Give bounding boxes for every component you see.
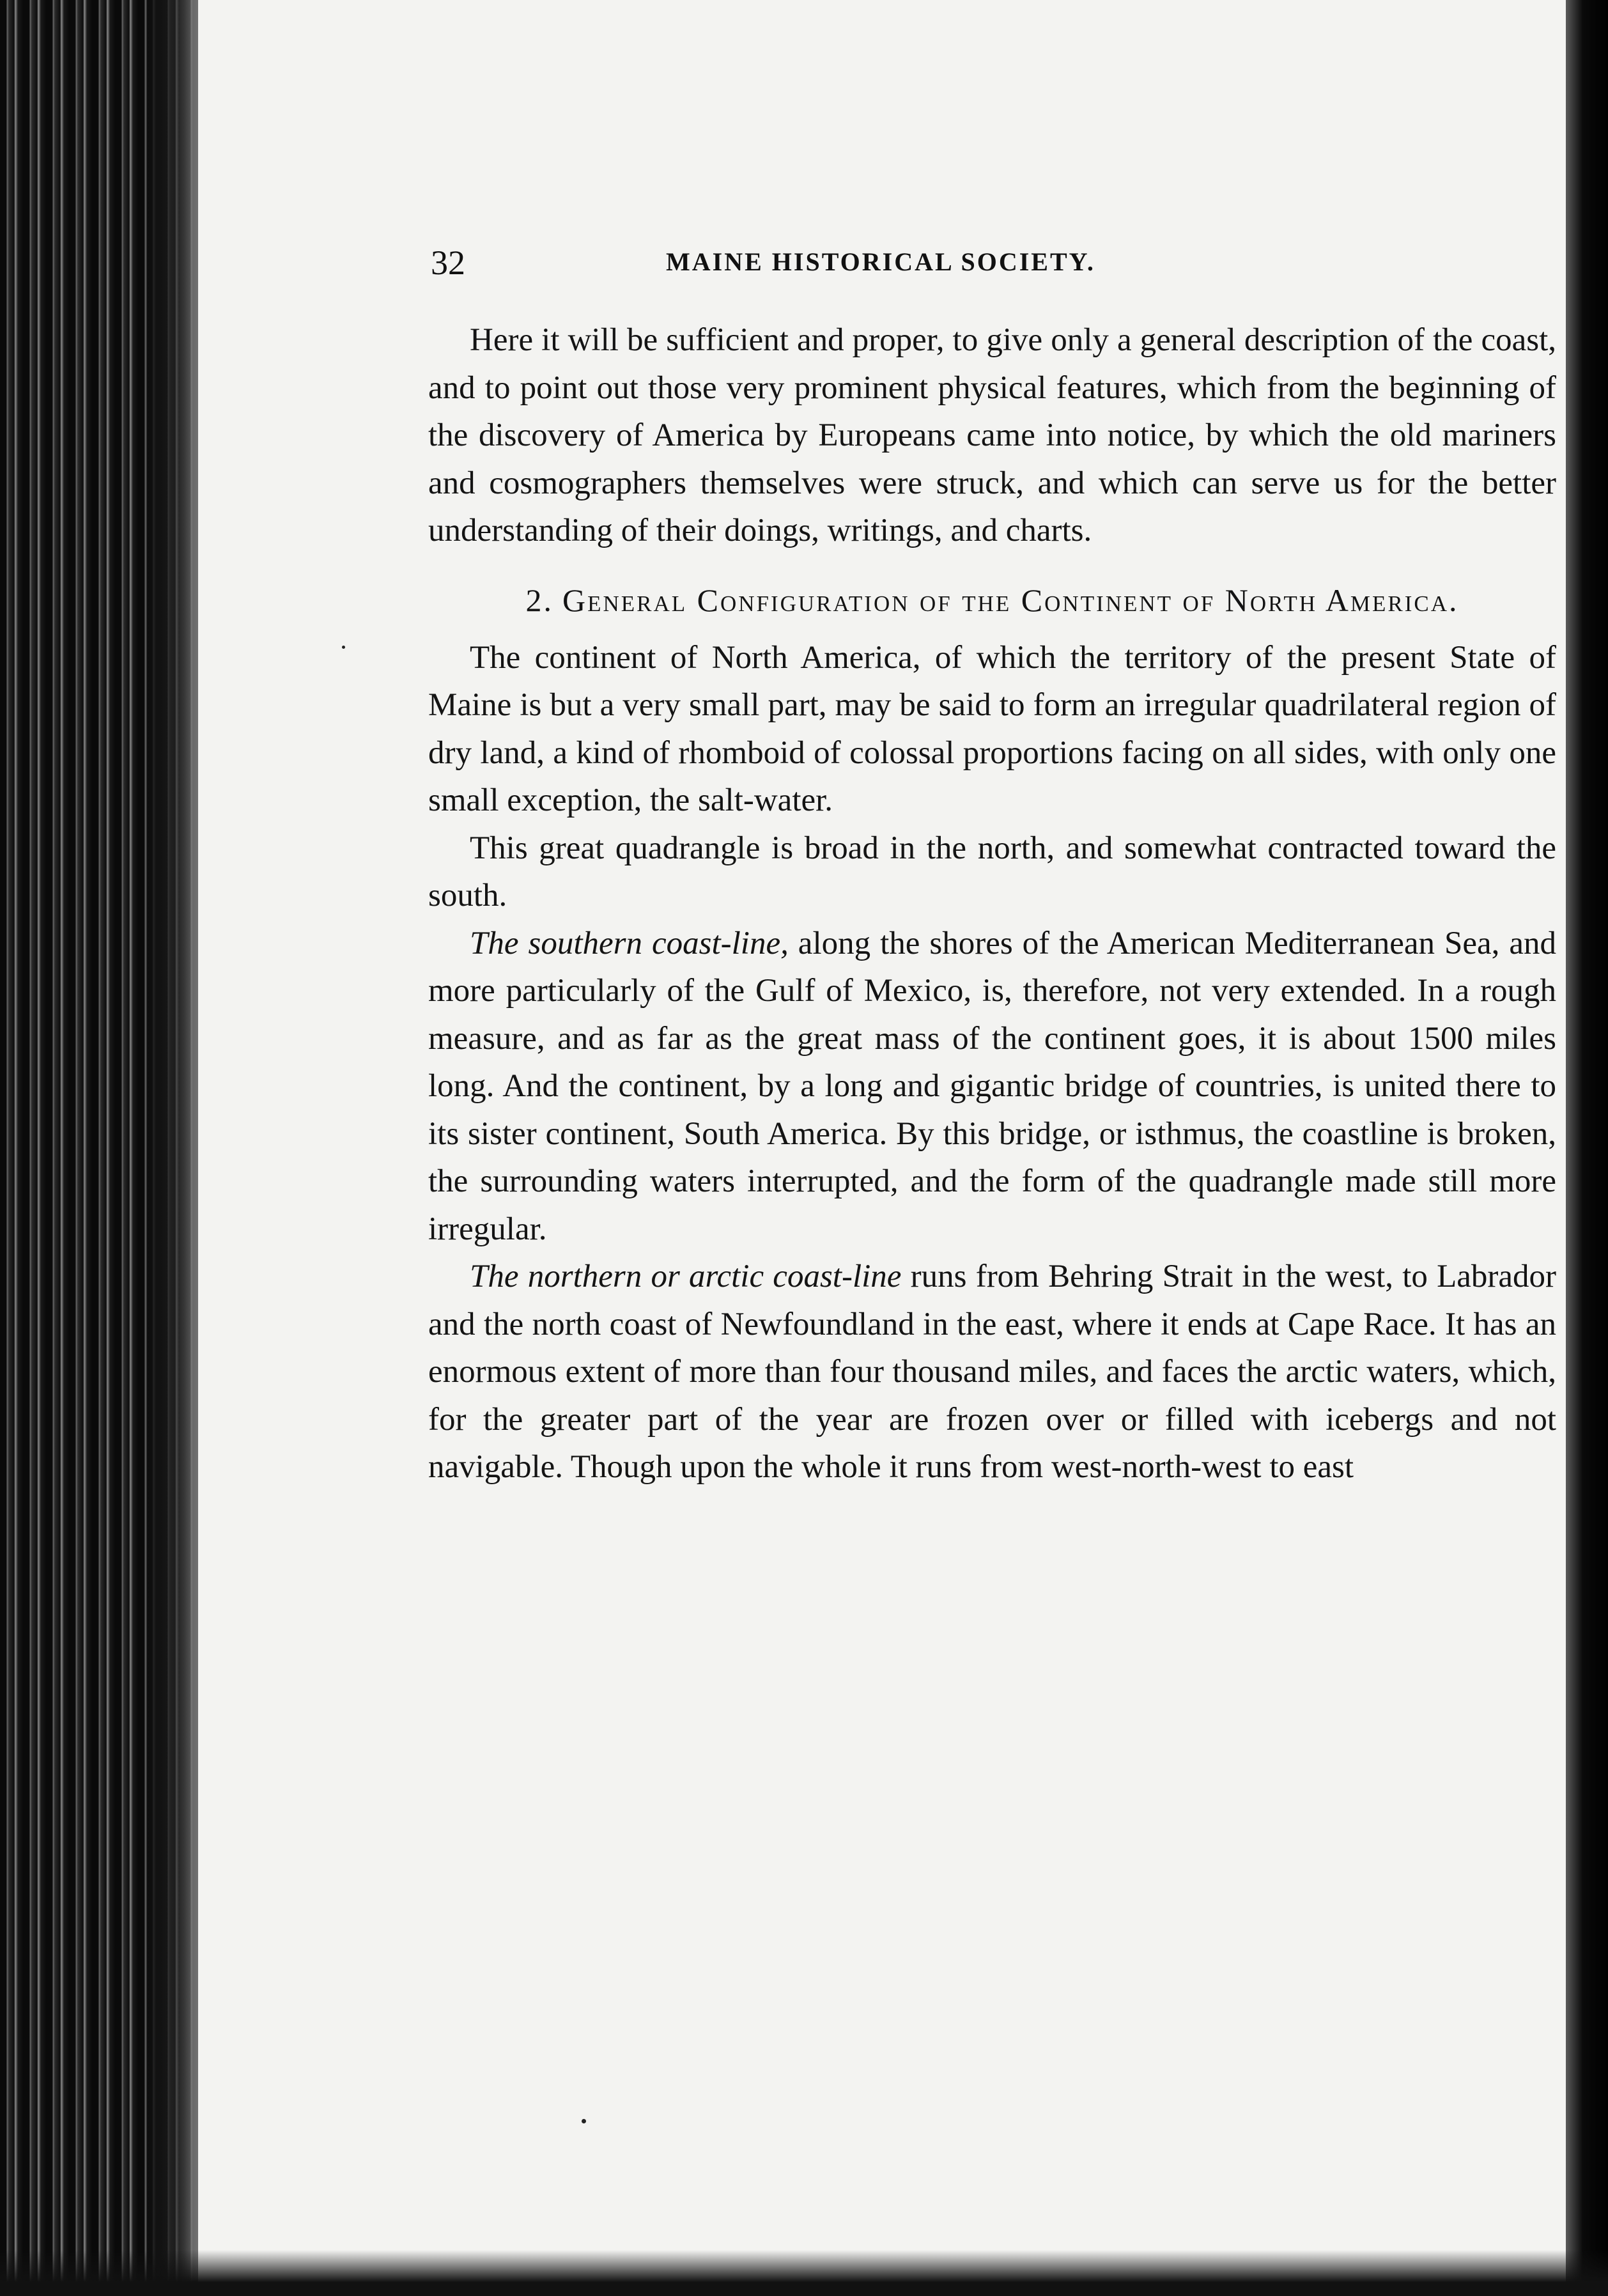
right-scan-border: [1566, 0, 1608, 2296]
book-page: [198, 0, 1566, 2296]
paragraph-intro: Here it will be sufficient and proper, to give only a general description of the coast, and to point out those very prominent physical features, which from the beginning of the discovery of America by Europeans came into notice, by which the old mariners and cosmographers themselves were struck, and which can serve us for the better understanding of their doings, writings, and charts.: [428, 322, 1556, 548]
body-text: [428, 316, 1556, 1491]
scan-speck: [582, 2119, 586, 2123]
paragraph-quadrangle: This great quadrangle is broad in the north, and somewhat contracted toward the south.: [428, 830, 1556, 913]
bottom-scan-border: [0, 2250, 1608, 2296]
southern-coast-text: along the shores of the American Mediterranean Sea, and more particularly of the Gulf of Mexico, is, therefore, not very extended. In a rough measure, and as far as the great mass of the continent goes, it is about 1500 miles long. And the continent, by a long and gigantic bridge of countries, is united there to its sister continent, South America. By this bridge, or isthmus, the coastline is broken, the surrounding waters interrupted, and the form of the quadrangle made still more irregular.: [428, 925, 1556, 1247]
section-title: General Configuration of the Continent of North America.: [562, 582, 1459, 618]
running-title: MAINE HISTORICAL SOCIETY.: [666, 247, 1095, 276]
paragraph-southern-coast: [428, 920, 1556, 1253]
northern-coast-text: runs from Behring Strait in the west, to Labrador and the north coast of Newfoundland in the east, where it ends at Cape Race. It has an enormous extent of more than four thousand miles, and faces the arctic waters, which, for the greater part of the year are frozen over or filled with icebergs and not navigable. Though upon the whole it runs from west-north-west to east: [428, 1259, 1556, 1485]
section-heading: [428, 579, 1556, 621]
scan-speck: [342, 646, 345, 649]
paragraph-northern-coast: [428, 1253, 1556, 1491]
running-head: [198, 243, 1566, 288]
page-number: 32: [431, 244, 465, 282]
paragraph-continent: The continent of North America, of which the territory of the present State of Maine is but a very small part, may be said to form an irregular quadrilateral region of dry land, a kind of rhomboid of colossal proportions facing on all sides, with only one small exception, the salt-water.: [428, 639, 1556, 818]
section-number: 2.: [525, 582, 553, 618]
northern-coast-term: The northern or arctic coast-line: [470, 1259, 902, 1294]
binding-shadow: [147, 0, 198, 2296]
southern-coast-term: The southern coast-line,: [470, 925, 789, 961]
